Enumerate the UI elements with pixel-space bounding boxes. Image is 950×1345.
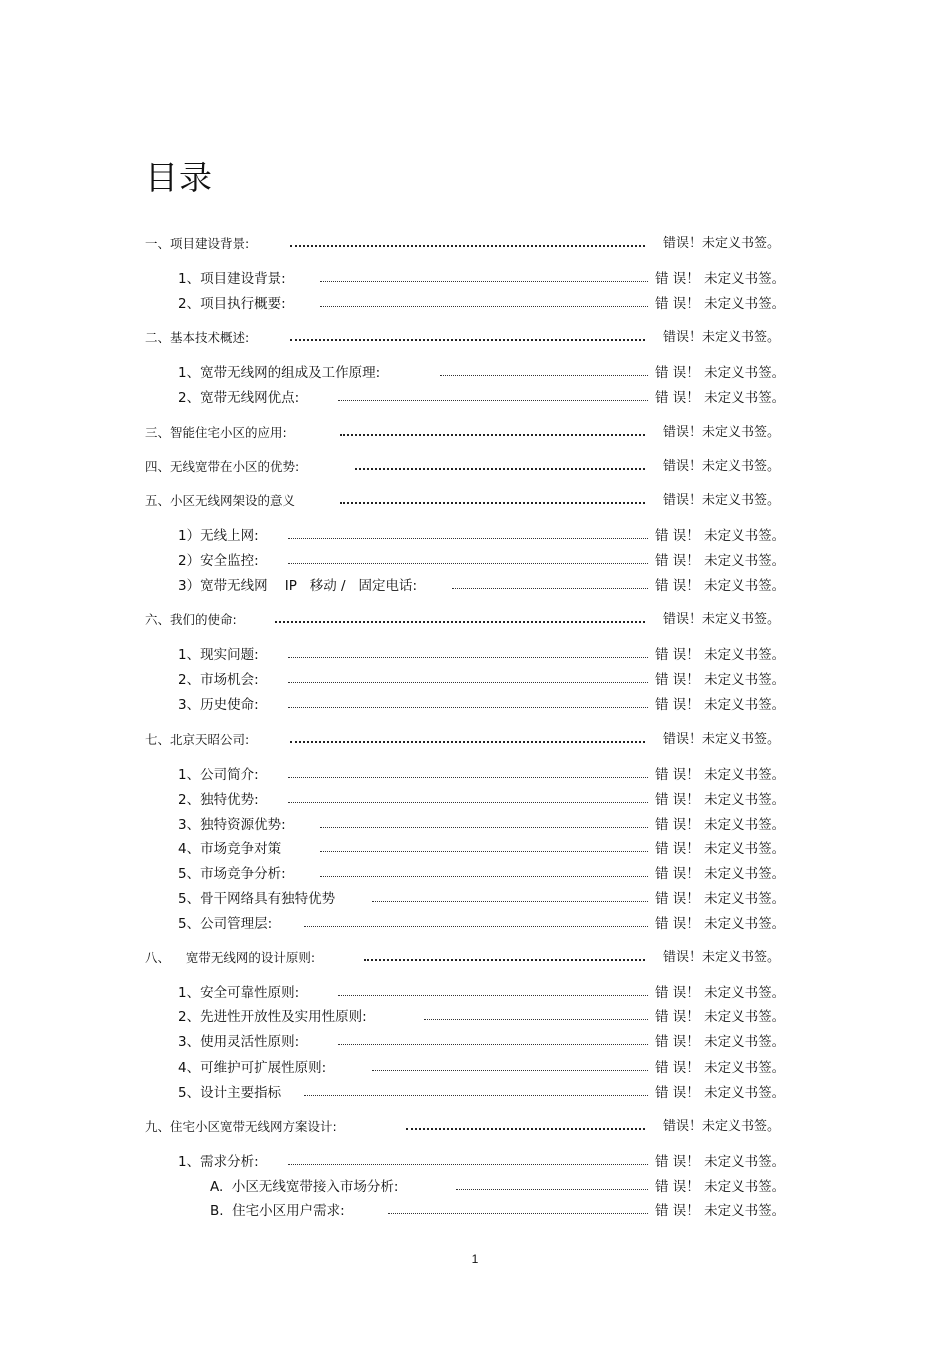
toc-page-reference: 错 误！ 未定义书签。 (655, 528, 786, 544)
toc-page-reference: 错误！未定义书签。 (663, 330, 781, 345)
toc-page-reference: 错误！未定义书签。 (663, 425, 781, 440)
toc-page-reference: 错 误！ 未定义书签。 (655, 672, 786, 688)
toc-page-reference: 错 误！ 未定义书签。 (655, 891, 786, 907)
toc-page-reference: 错误！未定义书签。 (663, 612, 781, 627)
toc-entry-label: 1、现实问题: (178, 647, 259, 663)
toc-entry-label: 1、安全可靠性原则: (178, 985, 300, 1001)
toc-page-reference: 错 误！ 未定义书签。 (655, 365, 786, 381)
toc-subentry[interactable] (178, 1057, 790, 1077)
toc-heading-entry[interactable] (145, 456, 790, 476)
toc-subentry[interactable] (178, 1031, 790, 1051)
toc-subentry[interactable] (178, 669, 790, 689)
toc-page-reference: 错误！未定义书签。 (663, 950, 781, 965)
toc-entry-label: B. 住宅小区用户需求: (210, 1203, 345, 1219)
toc-entry-label: 一、项目建设背景: (145, 236, 250, 251)
toc-entry-label: 2、先进性开放性及实用性原则: (178, 1009, 367, 1025)
toc-entry-label: 五、小区无线网架设的意义 (145, 493, 296, 508)
toc-leader-dots (372, 901, 648, 902)
toc-subentry[interactable] (178, 268, 790, 288)
toc-page-reference: 错 误！ 未定义书签。 (655, 1154, 786, 1170)
toc-heading-entry[interactable] (145, 609, 790, 629)
toc-leader-dots (288, 538, 648, 539)
toc-heading-entry[interactable] (145, 729, 790, 749)
toc-subentry[interactable] (178, 913, 790, 933)
toc-page-reference: 错误！未定义书签。 (663, 459, 781, 474)
toc-page-reference: 错 误！ 未定义书签。 (655, 1034, 786, 1050)
toc-page-reference: 错 误！ 未定义书签。 (655, 296, 786, 312)
toc-page-reference: 错 误！ 未定义书签。 (655, 553, 786, 569)
toc-leader-dots (288, 682, 648, 683)
toc-entry-label: 2、市场机会: (178, 672, 259, 688)
toc-heading-entry[interactable] (145, 1116, 790, 1136)
toc-leader-dots (288, 777, 648, 778)
toc-leader-dots (364, 959, 645, 961)
toc-leader-dots (320, 827, 648, 828)
toc-page-reference: 错 误！ 未定义书签。 (655, 697, 786, 713)
page-number: 1 (471, 1252, 479, 1266)
toc-page-reference: 错 误！ 未定义书签。 (655, 578, 786, 594)
toc-leader-dots (452, 588, 648, 589)
toc-page-reference: 错误！未定义书签。 (663, 732, 781, 747)
toc-page-reference: 错 误！ 未定义书签。 (655, 1203, 786, 1219)
toc-page-reference: 错 误！ 未定义书签。 (655, 985, 786, 1001)
toc-entry-label: 5、设计主要指标 (178, 1085, 282, 1101)
toc-leader-dots (338, 1044, 648, 1045)
toc-leader-dots (304, 926, 648, 927)
toc-leader-dots (290, 339, 645, 341)
page-title: 目录 (145, 158, 213, 197)
toc-subentry[interactable] (178, 387, 790, 407)
toc-leader-dots (320, 306, 648, 307)
toc-subentry[interactable] (178, 644, 790, 664)
toc-entry-label: A. 小区无线宽带接入市场分析: (210, 1179, 399, 1195)
toc-page-reference: 错 误！ 未定义书签。 (655, 647, 786, 663)
toc-page-reference: 错 误！ 未定义书签。 (655, 271, 786, 287)
toc-entry-label: 5、骨干网络具有独特优势 (178, 891, 336, 907)
toc-subentry[interactable] (178, 293, 790, 313)
toc-leader-dots (440, 375, 648, 376)
toc-entry-label: 1、公司简介: (178, 767, 259, 783)
toc-subentry[interactable] (178, 1082, 790, 1102)
toc-entry-label: 4、可维护可扩展性原则: (178, 1060, 327, 1076)
toc-page-reference: 错 误！ 未定义书签。 (655, 792, 786, 808)
toc-subentry[interactable] (178, 814, 790, 834)
toc-subentry[interactable] (178, 362, 790, 382)
toc-subentry[interactable] (178, 789, 790, 809)
toc-subentry[interactable] (178, 694, 790, 714)
toc-leader-dots (304, 1095, 648, 1096)
toc-leader-dots (424, 1019, 648, 1020)
toc-entry-label: 2、项目执行概要: (178, 296, 286, 312)
toc-heading-entry[interactable] (145, 233, 790, 253)
toc-entry-label: 2、宽带无线网优点: (178, 390, 300, 406)
toc-entry-label: 四、无线宽带在小区的优势: (145, 459, 300, 474)
toc-page-reference: 错 误！ 未定义书签。 (655, 1009, 786, 1025)
toc-leader-dots (406, 1128, 645, 1130)
toc-leader-dots (288, 802, 648, 803)
toc-leader-dots (372, 1070, 648, 1071)
toc-leader-dots (320, 281, 648, 282)
toc-leader-dots (288, 1164, 648, 1165)
toc-entry-label: 1、宽带无线网的组成及工作原理: (178, 365, 381, 381)
toc-page-reference: 错 误！ 未定义书签。 (655, 841, 786, 857)
toc-leader-dots (355, 468, 645, 470)
toc-entry-label: 3、独特资源优势: (178, 817, 286, 833)
toc-subentry[interactable] (210, 1176, 790, 1196)
toc-entry-label: 九、住宅小区宽带无线网方案设计: (145, 1119, 337, 1134)
toc-page-reference: 错 误！ 未定义书签。 (655, 866, 786, 882)
toc-leader-dots (288, 707, 648, 708)
toc-entry-label: 六、我们的使命: (145, 612, 237, 627)
toc-entry-label: 4、市场竞争对策 (178, 841, 282, 857)
toc-page-reference: 错误！未定义书签。 (663, 1119, 781, 1134)
toc-page-reference: 错 误！ 未定义书签。 (655, 916, 786, 932)
toc-page-reference: 错 误！ 未定义书签。 (655, 1060, 786, 1076)
toc-subentry[interactable] (178, 575, 790, 595)
toc-leader-dots (340, 502, 645, 504)
toc-entry-label: 3、历史使命: (178, 697, 259, 713)
toc-subentry[interactable] (178, 982, 790, 1002)
toc-entry-label: 七、北京天昭公司: (145, 732, 250, 747)
toc-page-reference: 错误！未定义书签。 (663, 236, 781, 251)
toc-leader-dots (388, 1213, 648, 1214)
toc-heading-entry[interactable] (145, 422, 790, 442)
toc-leader-dots (320, 876, 648, 877)
toc-entry-label: 三、智能住宅小区的应用: (145, 425, 287, 440)
toc-subentry[interactable] (178, 525, 790, 545)
toc-page-reference: 错 误！ 未定义书签。 (655, 817, 786, 833)
toc-page-reference: 错误！未定义书签。 (663, 493, 781, 508)
toc-page-reference: 错 误！ 未定义书签。 (655, 767, 786, 783)
toc-leader-dots (340, 434, 645, 436)
toc-entry-label: 5、公司管理层: (178, 916, 273, 932)
toc-entry-label: 5、市场竞争分析: (178, 866, 286, 882)
toc-subentry[interactable] (178, 1006, 790, 1026)
toc-subentry[interactable] (178, 838, 790, 858)
toc-entry-label: 3）宽带无线网 IP 移动 / 固定电话: (178, 578, 418, 594)
toc-subentry[interactable] (178, 1151, 790, 1171)
toc-entry-label: 3、使用灵活性原则: (178, 1034, 300, 1050)
toc-leader-dots (290, 245, 645, 247)
toc-subentry[interactable] (178, 764, 790, 784)
toc-leader-dots (288, 657, 648, 658)
toc-heading-entry[interactable] (145, 947, 790, 967)
toc-subentry[interactable] (178, 863, 790, 883)
toc-leader-dots (290, 741, 645, 743)
toc-entry-label: 1、项目建设背景: (178, 271, 286, 287)
toc-leader-dots (338, 400, 648, 401)
toc-leader-dots (288, 563, 648, 564)
toc-page-reference: 错 误！ 未定义书签。 (655, 1085, 786, 1101)
toc-heading-entry[interactable] (145, 327, 790, 347)
toc-page-reference: 错 误！ 未定义书签。 (655, 390, 786, 406)
toc-heading-entry[interactable] (145, 490, 790, 510)
toc-subentry[interactable] (210, 1200, 790, 1220)
toc-leader-dots (456, 1189, 648, 1190)
toc-subentry[interactable] (178, 550, 790, 570)
toc-leader-dots (320, 851, 648, 852)
toc-leader-dots (275, 621, 645, 623)
toc-entry-label: 1）无线上网: (178, 528, 259, 544)
toc-entry-label: 2）安全监控: (178, 553, 259, 569)
toc-entry-label: 八、 宽带无线网的设计原则: (145, 950, 316, 965)
toc-page-reference: 错 误！ 未定义书签。 (655, 1179, 786, 1195)
toc-entry-label: 2、独特优势: (178, 792, 259, 808)
toc-entry-label: 二、基本技术概述: (145, 330, 250, 345)
toc-entry-label: 1、需求分析: (178, 1154, 259, 1170)
toc-subentry[interactable] (178, 888, 790, 908)
toc-leader-dots (338, 995, 648, 996)
